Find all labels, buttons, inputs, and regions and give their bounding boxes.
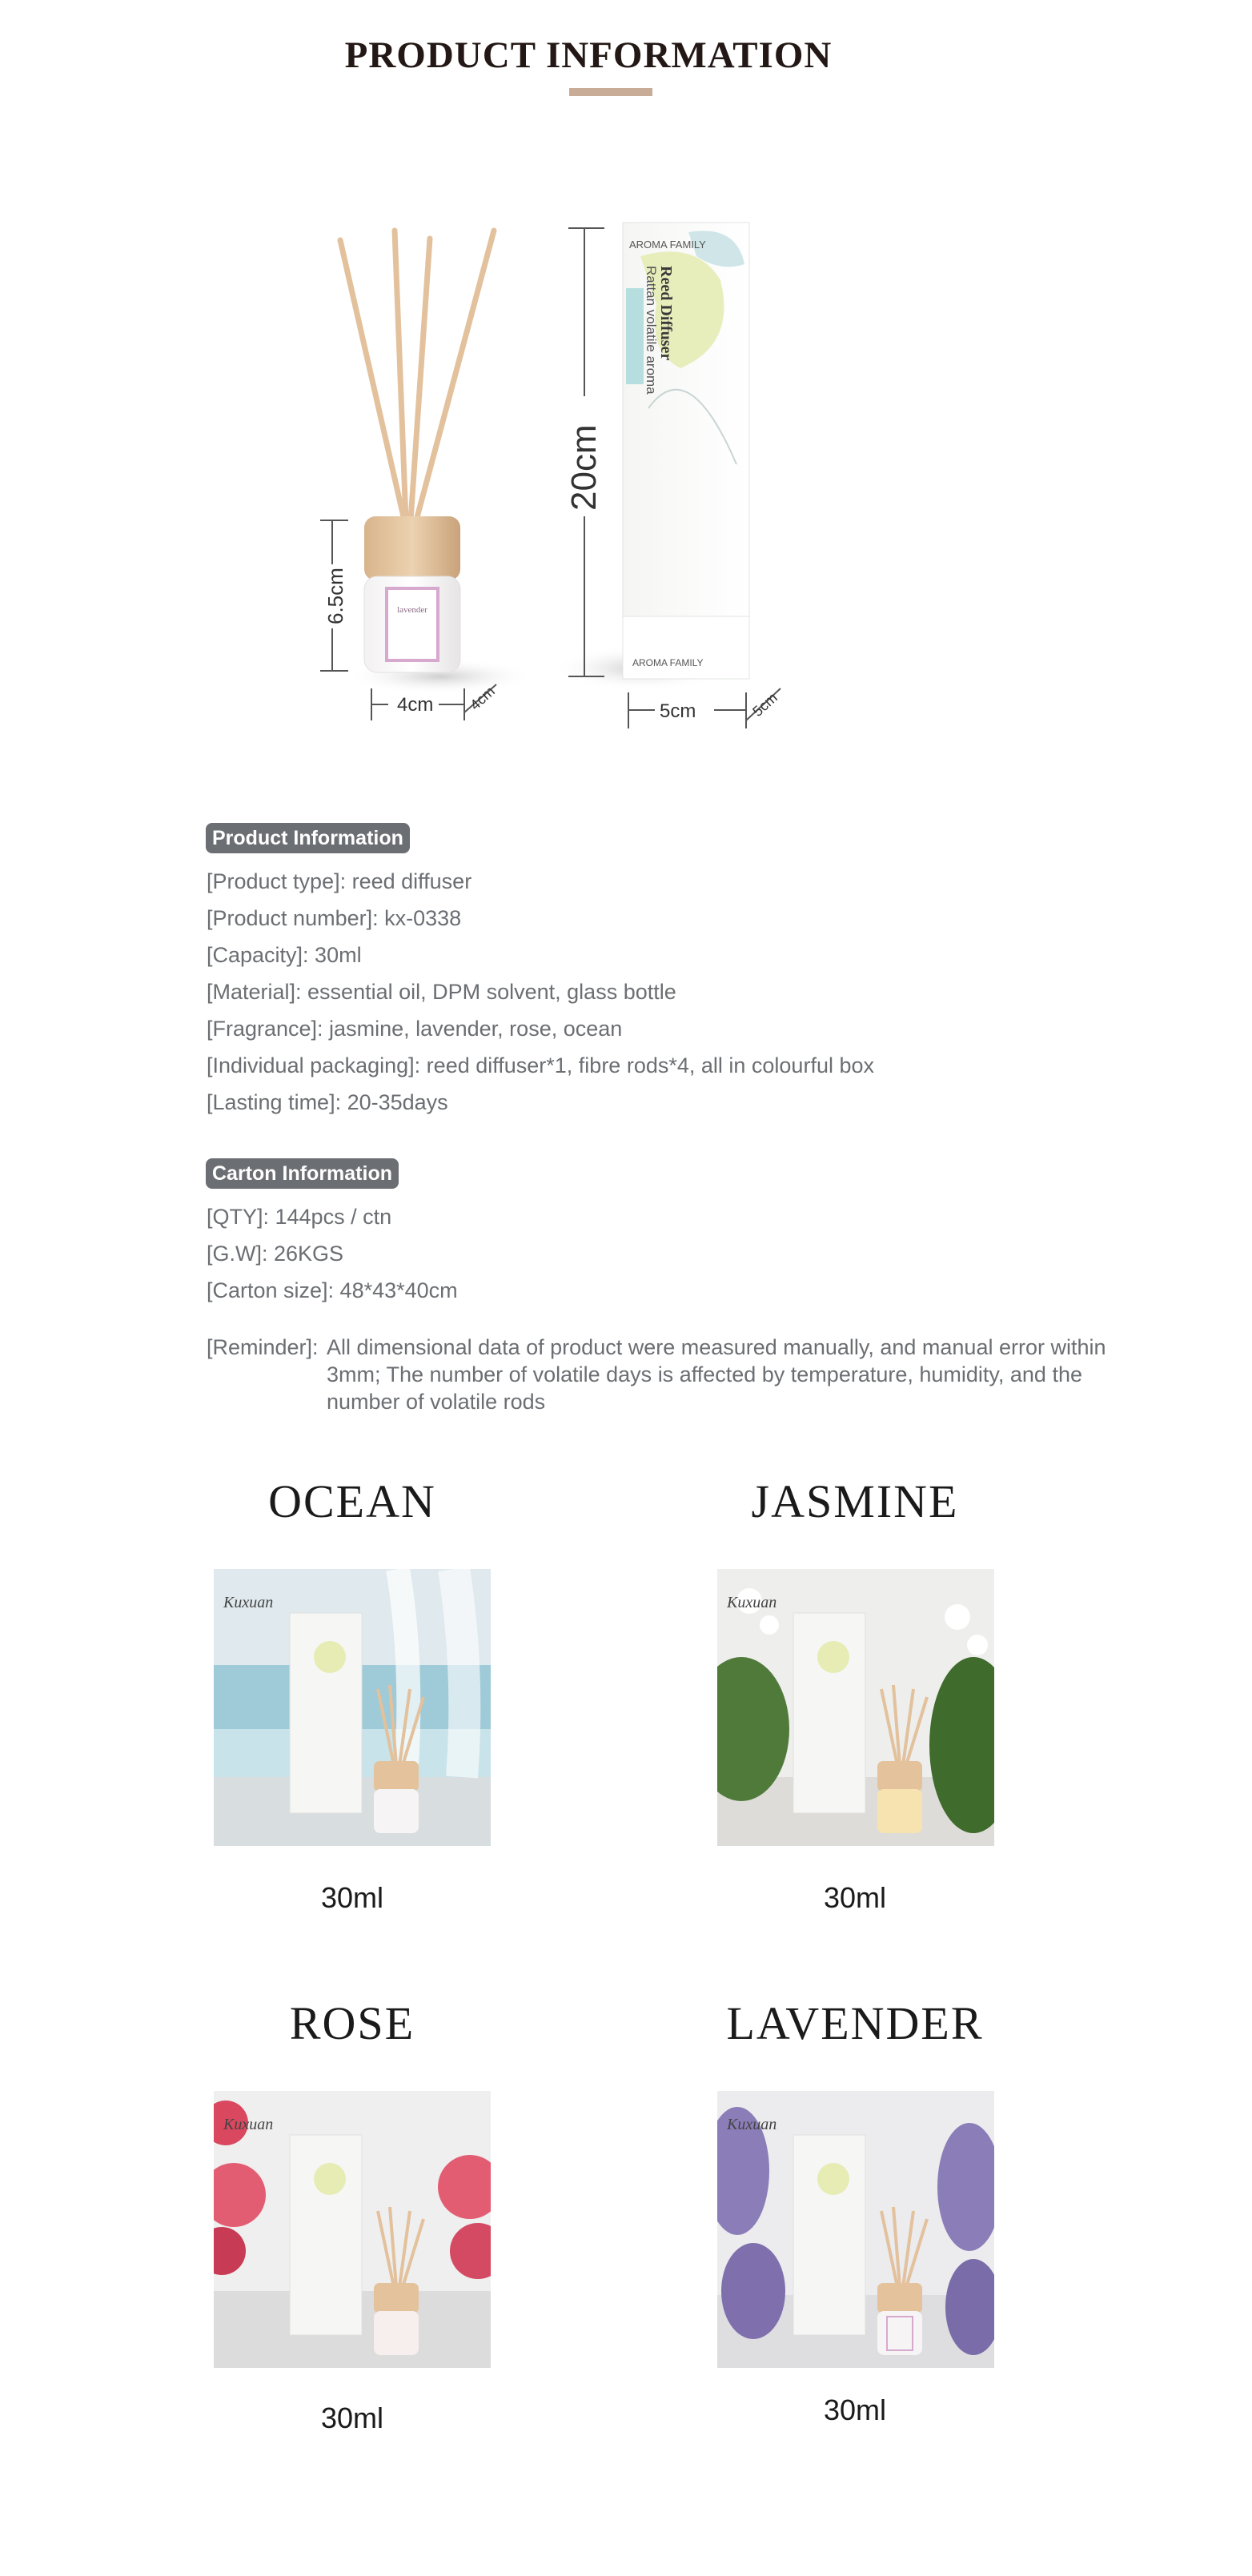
scent-name-jasmine: JASMINE xyxy=(751,1475,959,1527)
carton-info-badge: Carton Information xyxy=(206,1158,399,1189)
dimension-illustration xyxy=(304,208,817,752)
carton-gw: [G.W]: 26KGS xyxy=(207,1242,344,1266)
info-packaging: [Individual packaging]: reed diffuser*1, fibre rods*4, all in colourful box xyxy=(207,1053,874,1077)
carton-qty: [QTY]: 144pcs / ctn xyxy=(207,1205,392,1229)
box-width-label: 5cm xyxy=(660,700,696,722)
box-title: Reed Diffuser xyxy=(657,266,675,361)
scent-name-lavender: LAVENDER xyxy=(726,1997,984,2049)
info-capacity: [Capacity]: 30ml xyxy=(207,943,362,967)
volume-lavender: 30ml xyxy=(823,2393,887,2426)
product-info-list xyxy=(207,863,874,1121)
volume-ocean: 30ml xyxy=(320,1881,384,1914)
volume-jasmine: 30ml xyxy=(823,1881,887,1914)
box-depth-label: 5cm xyxy=(749,689,780,720)
box-subtitle: Rattan volatile aroma xyxy=(644,266,659,395)
scent-name-ocean: OCEAN xyxy=(268,1475,436,1527)
photo-brand-lavender: Kuxuan xyxy=(727,2116,777,2133)
reminder-note xyxy=(207,1334,1151,1415)
carton-info-list xyxy=(207,1198,458,1309)
product-photo-ocean xyxy=(214,1569,491,1846)
info-material: [Material]: essential oil, DPM solvent, glass bottle xyxy=(207,980,676,1004)
reminder-text: All dimensional data of product were measured manually, and manual error within 3mm; The number of volatile days is affected by temperature, humidity, and the number of volatile rods xyxy=(327,1335,1106,1414)
info-lasting-time: [Lasting time]: 20-35days xyxy=(207,1090,448,1114)
box-bottom-brand: AROMA FAMILY xyxy=(632,657,704,668)
photo-brand-jasmine: Kuxuan xyxy=(727,1594,777,1611)
wooden-cap xyxy=(364,516,460,580)
bottle-label: lavender xyxy=(397,605,427,615)
title-underline xyxy=(569,88,652,96)
info-product-type: [Product type]: reed diffuser xyxy=(207,869,472,893)
product-info-badge: Product Information xyxy=(206,823,410,853)
photo-brand-rose: Kuxuan xyxy=(223,2116,274,2133)
box-height-label: 20cm xyxy=(564,424,604,511)
volume-rose: 30ml xyxy=(320,2401,384,2434)
bottle-width-label: 4cm xyxy=(397,694,434,716)
product-photo-rose xyxy=(214,2091,491,2368)
reminder-label: [Reminder]: xyxy=(207,1335,319,1359)
info-fragrance: [Fragrance]: jasmine, lavender, rose, ocean xyxy=(207,1017,623,1041)
bottle-depth-label: 4cm xyxy=(467,683,498,713)
info-product-number: [Product number]: kx-0338 xyxy=(207,906,462,930)
box-brand: AROMA FAMILY xyxy=(629,239,706,251)
reed-sticks xyxy=(340,231,494,520)
product-photo-jasmine xyxy=(717,1569,994,1846)
carton-size: [Carton size]: 48*43*40cm xyxy=(207,1278,458,1302)
page-title: PRODUCT INFORMATION xyxy=(344,34,833,76)
photo-brand-ocean: Kuxuan xyxy=(223,1594,274,1611)
bottle-height-label: 6.5cm xyxy=(323,568,347,624)
scent-name-rose: ROSE xyxy=(289,1997,415,2049)
product-photo-lavender xyxy=(717,2091,994,2368)
